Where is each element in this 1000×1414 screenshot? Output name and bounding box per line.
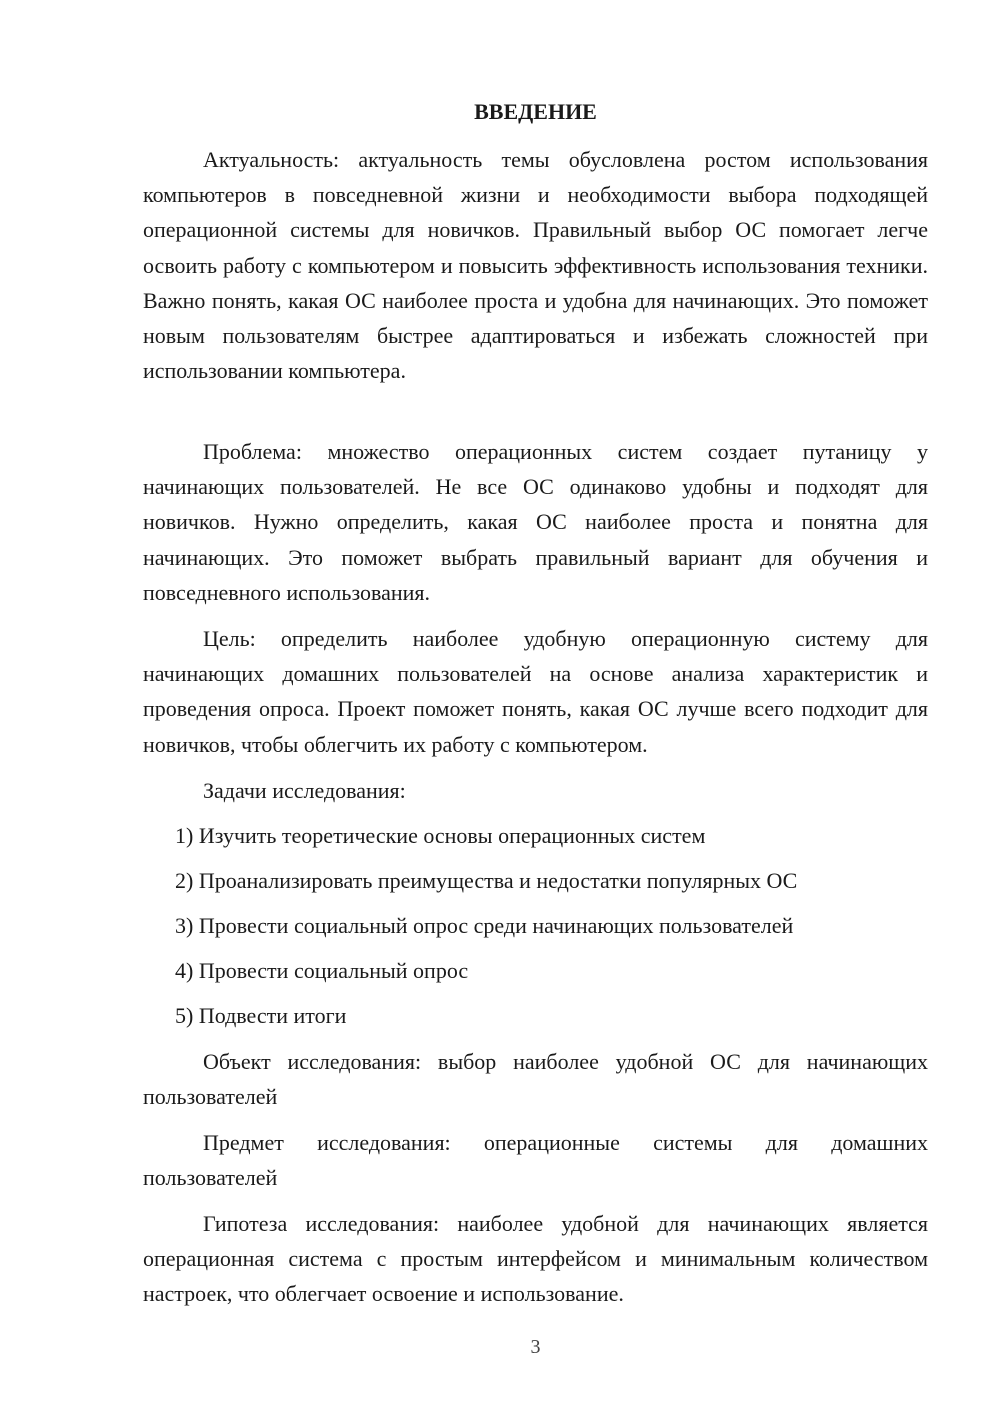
hypothesis-paragraph: Гипотеза исследования: наиболее удобной для начинающих является операционная система с простым интерфейсом и минимальным количеством настроек, что облегчает освоение и использование. <box>143 1211 928 1307</box>
page-number: 3 <box>530 1336 541 1358</box>
goal-paragraph: Цель: определить наиболее удобную операционную систему для начинающих домашних пользователей на основе анализа характеристик и проведения опроса. Проект поможет понять, какая ОС лучше всего подходит для новичков, чтобы облегчить их работу с компьютером. <box>143 626 928 757</box>
relevance-paragraph: Актуальность: актуальность темы обусловлена ростом использования компьютеров в повседневной жизни и необходимости выбора подходящей операционной системы для новичков. Правильный выбор ОС помогает легче освоить работу с компьютером и повысить эффективность использования техники. Важно понять, какая ОС наиболее проста и удобна для начинающих. Это поможет новым пользователям быстрее адаптироваться и избежать сложностей при использовании компьютера. <box>143 147 928 384</box>
task-item: 5) Подвести итоги <box>175 1003 347 1028</box>
task-item: 3) Провести социальный опрос среди начинающих пользователей <box>175 913 794 938</box>
task-item: 4) Провести социальный опрос <box>175 958 469 983</box>
tasks-heading: Задачи исследования: <box>203 778 406 803</box>
subject-paragraph: Предмет исследования: операционные системы для домашних пользователей <box>143 1130 928 1191</box>
task-item: 2) Проанализировать преимущества и недостатки популярных ОС <box>175 868 798 893</box>
task-item: 1) Изучить теоретические основы операционных систем <box>175 823 706 848</box>
object-paragraph: Объект исследования: выбор наиболее удобной ОС для начинающих пользователей <box>143 1049 928 1110</box>
page-title: ВВЕДЕНИЕ <box>474 99 597 124</box>
problem-paragraph: Проблема: множество операционных систем создает путаницу у начинающих пользователей. Не все ОС одинаково удобны и подходят для новичков. Нужно определить, какая ОС наиболее проста и понятна для начинающих. Это поможет выбрать правильный вариант для обучения и повседневного использования. <box>143 439 928 605</box>
